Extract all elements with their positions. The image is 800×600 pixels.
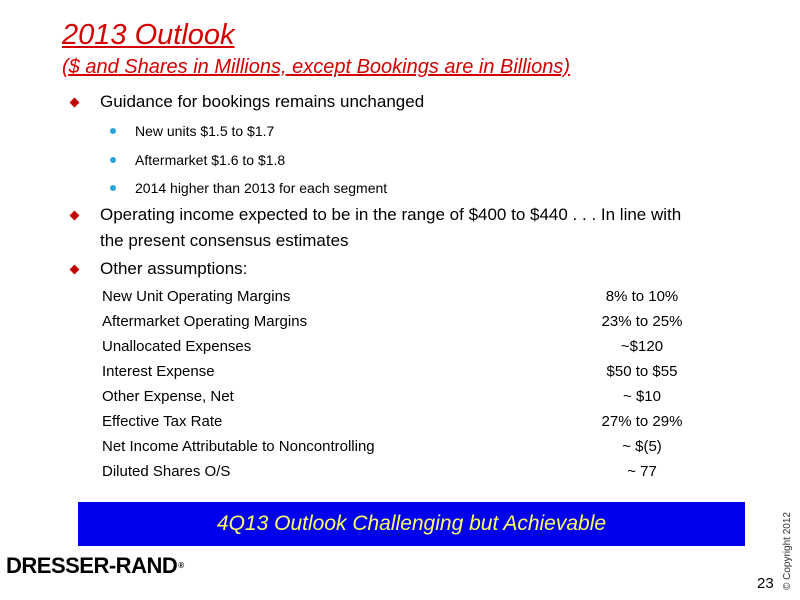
logo-text: DRESSER-RAND bbox=[6, 553, 178, 578]
bullet-text: Operating income expected to be in the range of $400 to $440 . . . In line with bbox=[100, 205, 682, 224]
company-logo bbox=[6, 552, 184, 580]
assumption-row bbox=[102, 336, 662, 358]
assumption-label: Effective Tax Rate bbox=[102, 413, 223, 430]
assumption-row bbox=[102, 361, 678, 383]
registered-mark: ® bbox=[178, 561, 184, 570]
dot-bullet-icon bbox=[110, 157, 116, 163]
assumption-value: ~ $10 bbox=[623, 388, 661, 405]
assumption-row bbox=[102, 386, 662, 408]
sub-bullet-text: New units $1.5 to $1.7 bbox=[135, 123, 275, 139]
page-number: 23 bbox=[757, 575, 774, 592]
diamond-bullet-icon bbox=[70, 211, 80, 221]
assumption-row bbox=[102, 436, 662, 458]
assumption-row bbox=[102, 411, 683, 433]
assumption-label: Other Expense, Net bbox=[102, 388, 234, 405]
bullet-text: Guidance for bookings remains unchanged bbox=[100, 92, 425, 111]
slide-subtitle: ($ and Shares in Millions, except Bookings are in Billions) bbox=[62, 56, 571, 78]
assumption-label: Interest Expense bbox=[102, 363, 215, 380]
sub-bullet-text: Aftermarket $1.6 to $1.8 bbox=[135, 152, 286, 168]
bullet-text-continued: the present consensus estimates bbox=[100, 231, 349, 250]
assumption-row bbox=[102, 461, 662, 483]
assumption-value: 8% to 10% bbox=[605, 288, 679, 305]
sub-bullet-text: 2014 higher than 2013 for each segment bbox=[135, 180, 388, 196]
dot-bullet-icon bbox=[110, 128, 116, 134]
banner-text: 4Q13 Outlook Challenging but Achievable bbox=[216, 512, 607, 535]
diamond-bullet-icon bbox=[70, 98, 80, 108]
assumption-label: New Unit Operating Margins bbox=[102, 288, 291, 305]
assumption-label: Net Income Attributable to Noncontrolling bbox=[102, 438, 375, 455]
assumption-label: Diluted Shares O/S bbox=[102, 463, 231, 480]
assumption-value: $50 to $55 bbox=[606, 363, 678, 380]
assumption-label: Aftermarket Operating Margins bbox=[102, 313, 308, 330]
assumption-value: ~$120 bbox=[620, 338, 664, 355]
assumption-value: ~ $(5) bbox=[622, 438, 662, 455]
dot-bullet-icon bbox=[110, 185, 116, 191]
assumption-value: 27% to 29% bbox=[601, 413, 683, 430]
assumption-label: Unallocated Expenses bbox=[102, 338, 252, 355]
assumption-row bbox=[102, 311, 683, 333]
assumption-row bbox=[102, 286, 679, 308]
assumption-value: 23% to 25% bbox=[601, 313, 683, 330]
outlook-banner bbox=[78, 502, 745, 546]
copyright-notice: © Copyright 2012 bbox=[782, 512, 793, 590]
bullet-text: Other assumptions: bbox=[100, 259, 248, 278]
assumption-value: ~ 77 bbox=[627, 463, 657, 480]
slide-title: 2013 Outlook bbox=[62, 19, 235, 51]
diamond-bullet-icon bbox=[70, 265, 80, 275]
